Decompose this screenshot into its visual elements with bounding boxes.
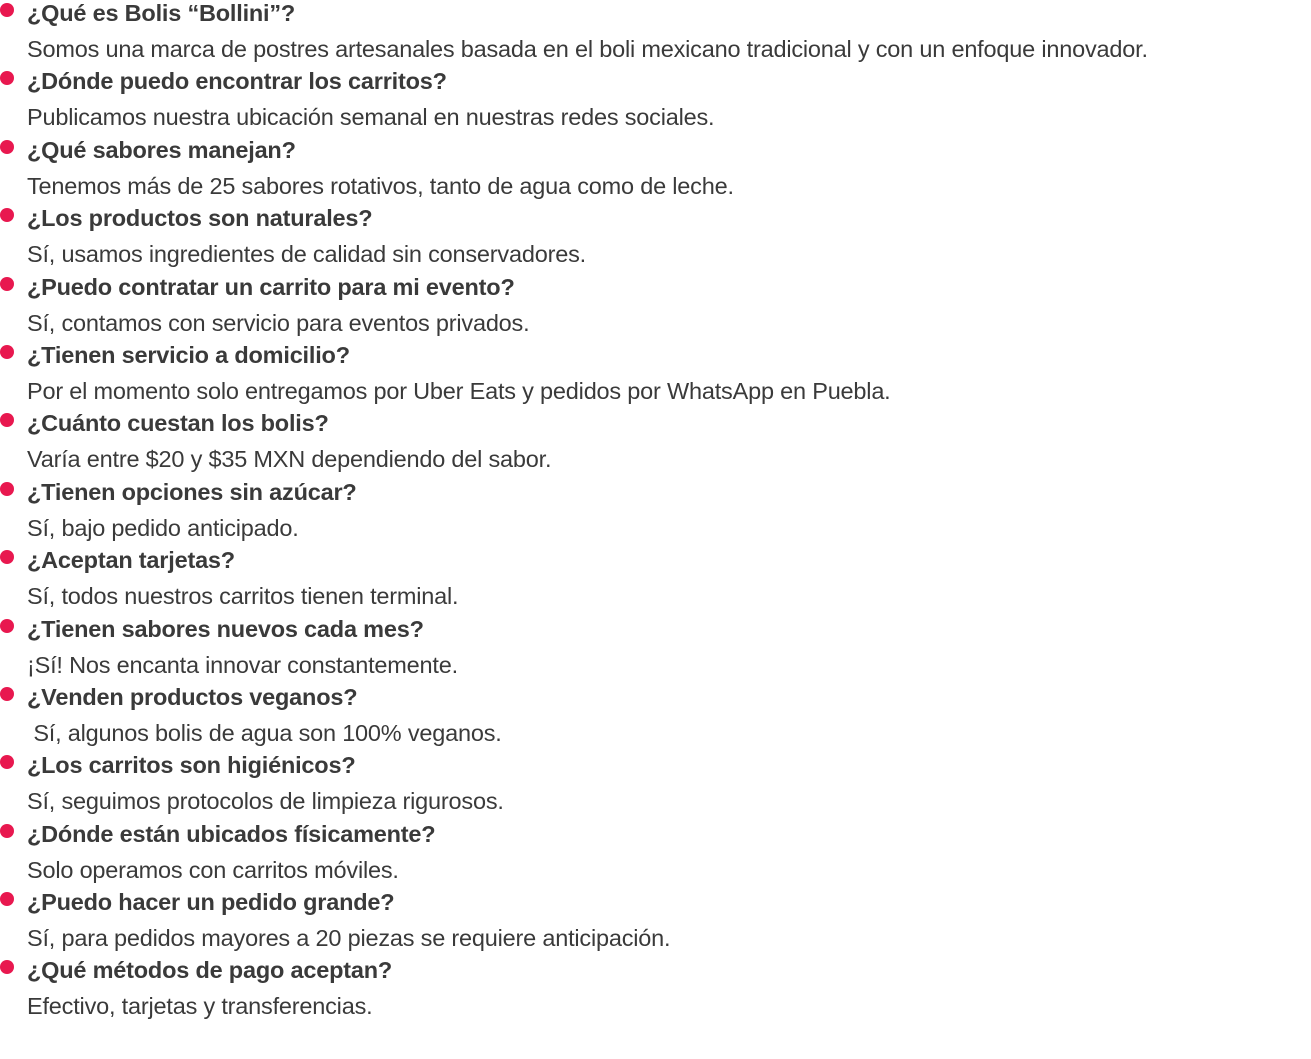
faq-question: ¿Cuánto cuestan los bolis? bbox=[27, 410, 329, 437]
faq-question: ¿Tienen sabores nuevos cada mes? bbox=[27, 615, 424, 642]
bullet-dot-icon bbox=[0, 892, 14, 906]
faq-item bbox=[0, 749, 1311, 820]
faq-question: ¿Dónde están ubicados físicamente? bbox=[27, 820, 436, 847]
faq-question: ¿Puedo hacer un pedido grande? bbox=[27, 889, 395, 916]
bullet-dot-icon bbox=[0, 482, 14, 496]
faq-item bbox=[0, 613, 1311, 684]
faq-question: ¿Qué sabores manejan? bbox=[27, 136, 296, 163]
faq-question: ¿Qué métodos de pago aceptan? bbox=[27, 957, 393, 984]
faq-item bbox=[0, 339, 1311, 410]
faq-answer: Por el momento solo entregamos por Uber Eats y pedidos por WhatsApp en Puebla. bbox=[27, 377, 891, 404]
faq-answer: Sí, bajo pedido anticipado. bbox=[27, 514, 299, 541]
faq-item bbox=[0, 954, 1311, 1025]
faq-answer: Sí, seguimos protocolos de limpieza rigurosos. bbox=[27, 788, 504, 815]
faq-question: ¿Aceptan tarjetas? bbox=[27, 547, 235, 574]
faq-item bbox=[0, 65, 1311, 136]
faq-answer: Sí, contamos con servicio para eventos privados. bbox=[27, 309, 530, 336]
bullet-dot-icon bbox=[0, 413, 14, 427]
faq-answer: Sí, algunos bolis de agua son 100% veganos. bbox=[27, 719, 502, 746]
bullet-dot-icon bbox=[0, 687, 14, 701]
bullet-dot-icon bbox=[0, 619, 14, 633]
faq-question: ¿Puedo contratar un carrito para mi evento? bbox=[27, 273, 515, 300]
faq-item bbox=[0, 818, 1311, 889]
faq-answer: Somos una marca de postres artesanales basada en el boli mexicano tradicional y con un enfoque innovador. bbox=[27, 36, 1148, 62]
faq-item bbox=[0, 476, 1311, 547]
faq-question: ¿Venden productos veganos? bbox=[27, 683, 358, 710]
faq-answer: Sí, usamos ingredientes de calidad sin conservadores. bbox=[27, 241, 586, 268]
faq-question: ¿Dónde puedo encontrar los carritos? bbox=[27, 68, 447, 95]
bullet-dot-icon bbox=[0, 960, 14, 974]
bullet-dot-icon bbox=[0, 277, 14, 291]
faq-question: ¿Los carritos son higiénicos? bbox=[27, 752, 356, 779]
bullet-dot-icon bbox=[0, 824, 14, 838]
faq-answer: Efectivo, tarjetas y transferencias. bbox=[27, 993, 373, 1020]
faq-answer: Varía entre $20 y $35 MXN dependiendo del sabor. bbox=[27, 446, 552, 473]
faq-item bbox=[0, 407, 1311, 478]
bullet-dot-icon bbox=[0, 550, 14, 564]
faq-item bbox=[0, 0, 1311, 68]
faq-item bbox=[0, 886, 1311, 957]
bullet-dot-icon bbox=[0, 345, 14, 359]
faq-answer: ¡Sí! Nos encanta innovar constantemente. bbox=[27, 651, 458, 678]
faq-item bbox=[0, 681, 1311, 752]
faq-item bbox=[0, 202, 1311, 273]
faq-item bbox=[0, 544, 1311, 615]
faq-item bbox=[0, 134, 1311, 205]
faq-answer: Sí, para pedidos mayores a 20 piezas se requiere anticipación. bbox=[27, 925, 671, 952]
faq-answer: Tenemos más de 25 sabores rotativos, tanto de agua como de leche. bbox=[27, 172, 734, 199]
faq-answer: Sí, todos nuestros carritos tienen terminal. bbox=[27, 583, 459, 610]
bullet-dot-icon bbox=[0, 71, 14, 85]
faq-question: ¿Qué es Bolis “Bollini”? bbox=[27, 0, 296, 26]
faq-question: ¿Los productos son naturales? bbox=[27, 205, 373, 232]
bullet-dot-icon bbox=[0, 140, 14, 154]
faq-item bbox=[0, 271, 1311, 342]
faq-answer: Solo operamos con carritos móviles. bbox=[27, 856, 399, 883]
faq-question: ¿Tienen opciones sin azúcar? bbox=[27, 478, 357, 505]
bullet-dot-icon bbox=[0, 208, 14, 222]
faq-question: ¿Tienen servicio a domicilio? bbox=[27, 341, 350, 368]
faq-answer: Publicamos nuestra ubicación semanal en nuestras redes sociales. bbox=[27, 104, 715, 131]
bullet-dot-icon bbox=[0, 3, 14, 17]
bullet-dot-icon bbox=[0, 755, 14, 769]
